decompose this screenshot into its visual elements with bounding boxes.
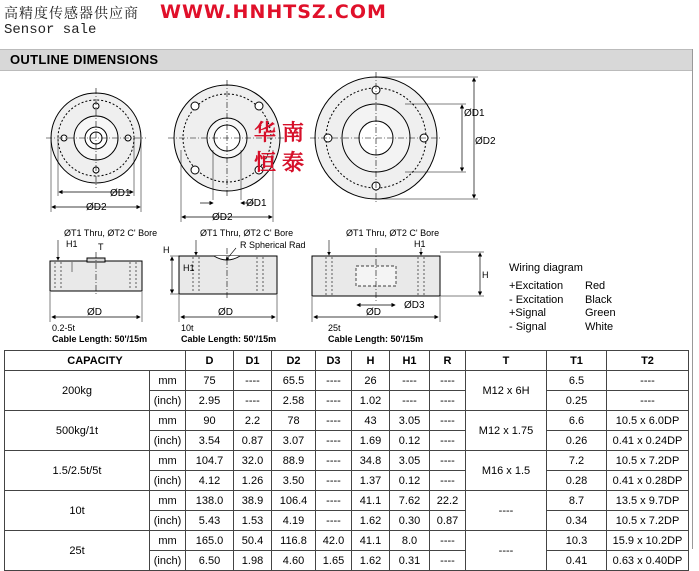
- top-view-large: [310, 72, 478, 204]
- cell-t2: 0.41 x 0.28DP: [607, 471, 689, 491]
- cell-h1: 7.62: [390, 491, 430, 511]
- cell-d3: ----: [316, 371, 352, 391]
- wiring-diagram: [509, 262, 616, 334]
- cell-h1: 0.31: [390, 551, 430, 571]
- cell-unit: (inch): [150, 551, 186, 571]
- cell-h1: 0.30: [390, 511, 430, 531]
- cell-t1: 0.41: [547, 551, 607, 571]
- side3-model: 25t: [328, 323, 341, 333]
- cell-d: 2.95: [186, 391, 234, 411]
- side1-h1-label: H1: [66, 239, 78, 249]
- cell-d1: 1.53: [234, 511, 272, 531]
- cell-t1: 6.5: [547, 371, 607, 391]
- cell-d3: ----: [316, 451, 352, 471]
- cell-h: 1.62: [352, 551, 390, 571]
- cell-t1: 10.3: [547, 531, 607, 551]
- cell-d3: 42.0: [316, 531, 352, 551]
- cell-unit: mm: [150, 531, 186, 551]
- side1-cable: Cable Length: 50'/15m: [52, 334, 148, 344]
- side2-model: 10t: [181, 323, 194, 333]
- side3-d-label: ØD: [366, 307, 381, 318]
- wiring-signal: - Signal: [509, 320, 547, 333]
- capacity-cell: 25t: [5, 531, 150, 571]
- col-header-h1: H1: [390, 351, 430, 371]
- cell-unit: mm: [150, 491, 186, 511]
- cell-d3: 1.65: [316, 551, 352, 571]
- cell-d1: 2.2: [234, 411, 272, 431]
- capacity-cell: 10t: [5, 491, 150, 531]
- cell-d2: 2.58: [272, 391, 316, 411]
- cell-h1: 8.0: [390, 531, 430, 551]
- website-url[interactable]: WWW.HNHTSZ.COM: [160, 1, 387, 23]
- side1-model: 0.2-5t: [52, 323, 76, 333]
- watermark-char-3: 恒: [254, 150, 277, 175]
- cell-d3: ----: [316, 391, 352, 411]
- wiring-signal: +Excitation: [509, 280, 564, 292]
- cell-d2: 65.5: [272, 371, 316, 391]
- side3-h1-label: H1: [414, 239, 426, 249]
- side3-h-label: H: [482, 270, 489, 280]
- side3-d3-label: ØD3: [404, 300, 425, 311]
- cell-t1: 8.7: [547, 491, 607, 511]
- cell-d1: ----: [234, 391, 272, 411]
- table-row: [5, 451, 689, 471]
- wiring-color: Black: [585, 293, 612, 306]
- top-view-small: [46, 88, 146, 212]
- cell-t2: 10.5 x 7.2DP: [607, 451, 689, 471]
- cell-h1: 0.12: [390, 471, 430, 491]
- side2-thru-label: ØT1 Thru, ØT2 C' Bore: [200, 228, 294, 238]
- col-header-d1: D1: [234, 351, 272, 371]
- cell-t2: 0.63 x 0.40DP: [607, 551, 689, 571]
- wiring-color: Green: [585, 307, 616, 319]
- cell-r: ----: [430, 411, 466, 431]
- cell-t2: 13.5 x 9.7DP: [607, 491, 689, 511]
- wiring-row: [509, 294, 616, 308]
- table-row: [5, 411, 689, 431]
- col-header-t: T: [466, 351, 547, 371]
- col-header-capacity: CAPACITY: [5, 351, 186, 371]
- cell-t2: ----: [607, 371, 689, 391]
- cell-d: 165.0: [186, 531, 234, 551]
- cell-unit: mm: [150, 411, 186, 431]
- watermark-char-2: 南: [282, 120, 305, 145]
- cell-h: 34.8: [352, 451, 390, 471]
- cell-t1: 7.2: [547, 451, 607, 471]
- side2-d-label: ØD: [218, 307, 233, 318]
- cell-d1: 32.0: [234, 451, 272, 471]
- wiring-signal: +Signal: [509, 307, 547, 319]
- cell-t2: 10.5 x 7.2DP: [607, 511, 689, 531]
- cell-t1: 0.25: [547, 391, 607, 411]
- thread-cell: M16 x 1.5: [466, 451, 547, 491]
- cell-d2: 3.50: [272, 471, 316, 491]
- cell-h: 43: [352, 411, 390, 431]
- thread-cell: M12 x 1.75: [466, 411, 547, 451]
- top2-d1-label: ØD1: [246, 198, 267, 209]
- cell-d2: 4.60: [272, 551, 316, 571]
- cell-h1: 3.05: [390, 411, 430, 431]
- side-view-large: [312, 240, 484, 322]
- cell-d: 75: [186, 371, 234, 391]
- col-header-d: D: [186, 351, 234, 371]
- cell-h1: 3.05: [390, 451, 430, 471]
- cell-d2: 78: [272, 411, 316, 431]
- col-header-t2: T2: [607, 351, 689, 371]
- thread-cell: M12 x 6H: [466, 371, 547, 411]
- cell-d1: 50.4: [234, 531, 272, 551]
- watermark-char-1: 华: [254, 120, 277, 145]
- cell-d3: ----: [316, 491, 352, 511]
- cell-d3: ----: [316, 471, 352, 491]
- subtitle: Sensor sale: [4, 22, 97, 38]
- cell-d3: ----: [316, 411, 352, 431]
- side1-d-label: ØD: [87, 307, 102, 318]
- table-row: [5, 491, 689, 511]
- section-band: [0, 49, 692, 71]
- cell-t2: ----: [607, 391, 689, 411]
- cell-unit: (inch): [150, 511, 186, 531]
- top1-d2-label: ØD2: [86, 202, 107, 213]
- cell-d: 138.0: [186, 491, 234, 511]
- cell-d1: 0.87: [234, 431, 272, 451]
- thread-cell: ----: [466, 491, 547, 531]
- cell-h: 26: [352, 371, 390, 391]
- cell-r: ----: [430, 371, 466, 391]
- cell-unit: (inch): [150, 431, 186, 451]
- cell-d1: 1.98: [234, 551, 272, 571]
- watermark-char-4: 泰: [282, 150, 305, 175]
- capacity-cell: 1.5/2.5t/5t: [5, 451, 150, 491]
- capacity-cell: 200kg: [5, 371, 150, 411]
- capacity-cell: 500kg/1t: [5, 411, 150, 451]
- col-header-d3: D3: [316, 351, 352, 371]
- cell-r: 0.87: [430, 511, 466, 531]
- cell-d: 3.54: [186, 431, 234, 451]
- wiring-title: Wiring diagram: [509, 262, 583, 274]
- col-header-d2: D2: [272, 351, 316, 371]
- section-title: OUTLINE DIMENSIONS: [10, 52, 159, 67]
- cell-h: 1.69: [352, 431, 390, 451]
- side1-t-label: T: [98, 242, 104, 252]
- cell-d3: ----: [316, 431, 352, 451]
- cell-d2: 106.4: [272, 491, 316, 511]
- side2-cable: Cable Length: 50'/15m: [181, 334, 277, 344]
- cell-r: ----: [430, 551, 466, 571]
- side3-thru-label: ØT1 Thru, ØT2 C' Bore: [346, 228, 440, 238]
- cell-h: 1.37: [352, 471, 390, 491]
- cell-h1: 0.12: [390, 431, 430, 451]
- wiring-color: Red: [585, 280, 606, 292]
- side3-cable: Cable Length: 50'/15m: [328, 334, 424, 344]
- cell-h: 1.02: [352, 391, 390, 411]
- table-header-row: [5, 351, 689, 371]
- cell-d1: 1.26: [234, 471, 272, 491]
- side2-h1-label: H1: [183, 263, 195, 273]
- cell-d2: 116.8: [272, 531, 316, 551]
- top1-d1-label: ØD1: [110, 188, 131, 199]
- cell-r: ----: [430, 431, 466, 451]
- cell-t1: 0.26: [547, 431, 607, 451]
- cell-unit: mm: [150, 371, 186, 391]
- cell-h: 1.62: [352, 511, 390, 531]
- cell-d: 6.50: [186, 551, 234, 571]
- thread-cell: ----: [466, 531, 547, 571]
- top2-d2-label: ØD2: [212, 212, 233, 223]
- table-row: [5, 371, 689, 391]
- wiring-row: [509, 280, 616, 294]
- top3-d1-label: ØD1: [464, 108, 485, 119]
- side2-radius-label: R Spherical Rad: [240, 240, 306, 250]
- cell-t1: 0.28: [547, 471, 607, 491]
- cell-d3: ----: [316, 511, 352, 531]
- cell-t2: 10.5 x 6.0DP: [607, 411, 689, 431]
- wiring-signal: - Excitation: [509, 293, 564, 306]
- cell-h: 41.1: [352, 531, 390, 551]
- side1-thru-label: ØT1 Thru, ØT2 C' Bore: [64, 228, 158, 238]
- page-border: [692, 49, 693, 549]
- cell-r: ----: [430, 471, 466, 491]
- cell-h1: ----: [390, 371, 430, 391]
- cell-r: 22.2: [430, 491, 466, 511]
- cell-d2: 88.9: [272, 451, 316, 471]
- wiring-row: [509, 307, 616, 321]
- cell-d2: 3.07: [272, 431, 316, 451]
- col-header-t1: T1: [547, 351, 607, 371]
- cell-unit: (inch): [150, 471, 186, 491]
- cell-unit: mm: [150, 451, 186, 471]
- col-header-r: R: [430, 351, 466, 371]
- cell-h: 41.1: [352, 491, 390, 511]
- cell-h1: ----: [390, 391, 430, 411]
- cell-t2: 0.41 x 0.24DP: [607, 431, 689, 451]
- cell-t2: 15.9 x 10.2DP: [607, 531, 689, 551]
- cell-d: 104.7: [186, 451, 234, 471]
- wiring-color: White: [585, 320, 614, 333]
- cell-d2: 4.19: [272, 511, 316, 531]
- cell-r: ----: [430, 391, 466, 411]
- cell-t1: 6.6: [547, 411, 607, 431]
- cell-unit: (inch): [150, 391, 186, 411]
- col-header-h: H: [352, 351, 390, 371]
- cell-r: ----: [430, 531, 466, 551]
- wiring-row: [509, 321, 616, 335]
- cell-d1: 38.9: [234, 491, 272, 511]
- cell-d: 5.43: [186, 511, 234, 531]
- cell-d: 90: [186, 411, 234, 431]
- side2-h-label: H: [163, 245, 170, 255]
- cell-d1: ----: [234, 371, 272, 391]
- dimensions-table: [4, 350, 689, 571]
- cell-t1: 0.34: [547, 511, 607, 531]
- top3-d2-label: ØD2: [475, 136, 496, 147]
- table-row: [5, 531, 689, 551]
- cell-d: 4.12: [186, 471, 234, 491]
- cell-r: ----: [430, 451, 466, 471]
- company-name-cn: 高精度传感器供应商: [4, 6, 139, 22]
